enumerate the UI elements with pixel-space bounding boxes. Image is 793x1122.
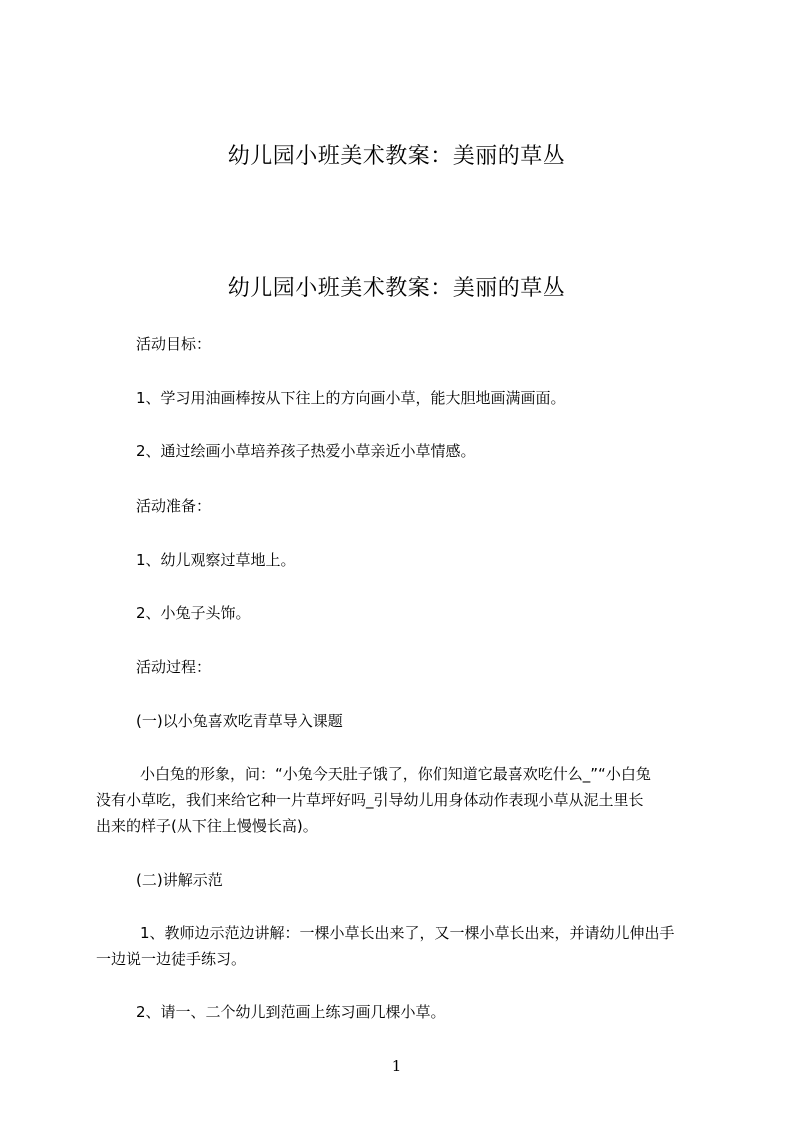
- step1-text-line-3: 出来的样子(从下往上慢慢长高)。: [96, 817, 318, 835]
- goal-heading: 活动目标：: [136, 335, 212, 353]
- step2-item-1-line-1: 1、教师边示范边讲解：一棵小草长出来了，又一棵小草长出来，并请幼儿伸出手: [140, 924, 675, 942]
- prep-item-1: 1、幼儿观察过草地上。: [136, 551, 296, 569]
- step2-heading: (二)讲解示范: [136, 871, 223, 889]
- document-main-title: 幼儿园小班美术教案：美丽的草丛: [227, 276, 566, 301]
- document-header-title: 幼儿园小班美术教案：美丽的草丛: [227, 144, 566, 169]
- prep-item-2: 2、小兔子头饰。: [136, 604, 251, 622]
- process-heading: 活动过程：: [136, 658, 212, 676]
- goal-item-2: 2、通过绘画小草培养孩子热爱小草亲近小草情感。: [136, 442, 476, 460]
- page-number: 1: [391, 1057, 402, 1075]
- step2-item-2: 2、请一、二个幼儿到范画上练习画几棵小草。: [136, 1003, 446, 1021]
- prep-heading: 活动准备：: [136, 497, 212, 515]
- step2-item-1-line-2: 一边说一边徒手练习。: [96, 950, 247, 968]
- goal-item-1: 1、学习用油画棒按从下往上的方向画小草，能大胆地画满画面。: [136, 389, 566, 407]
- step1-text-line-2: 没有小草吃，我们来给它种一片草坪好吗_引导幼儿用身体动作表现小草从泥土里长: [96, 791, 644, 809]
- step1-text-line-1: 小白兔的形象，问：“小兔今天肚子饿了，你们知道它最喜欢吃什么_”“小白兔: [140, 765, 651, 783]
- step1-heading: (一)以小兔喜欢吃青草导入课题: [136, 712, 343, 730]
